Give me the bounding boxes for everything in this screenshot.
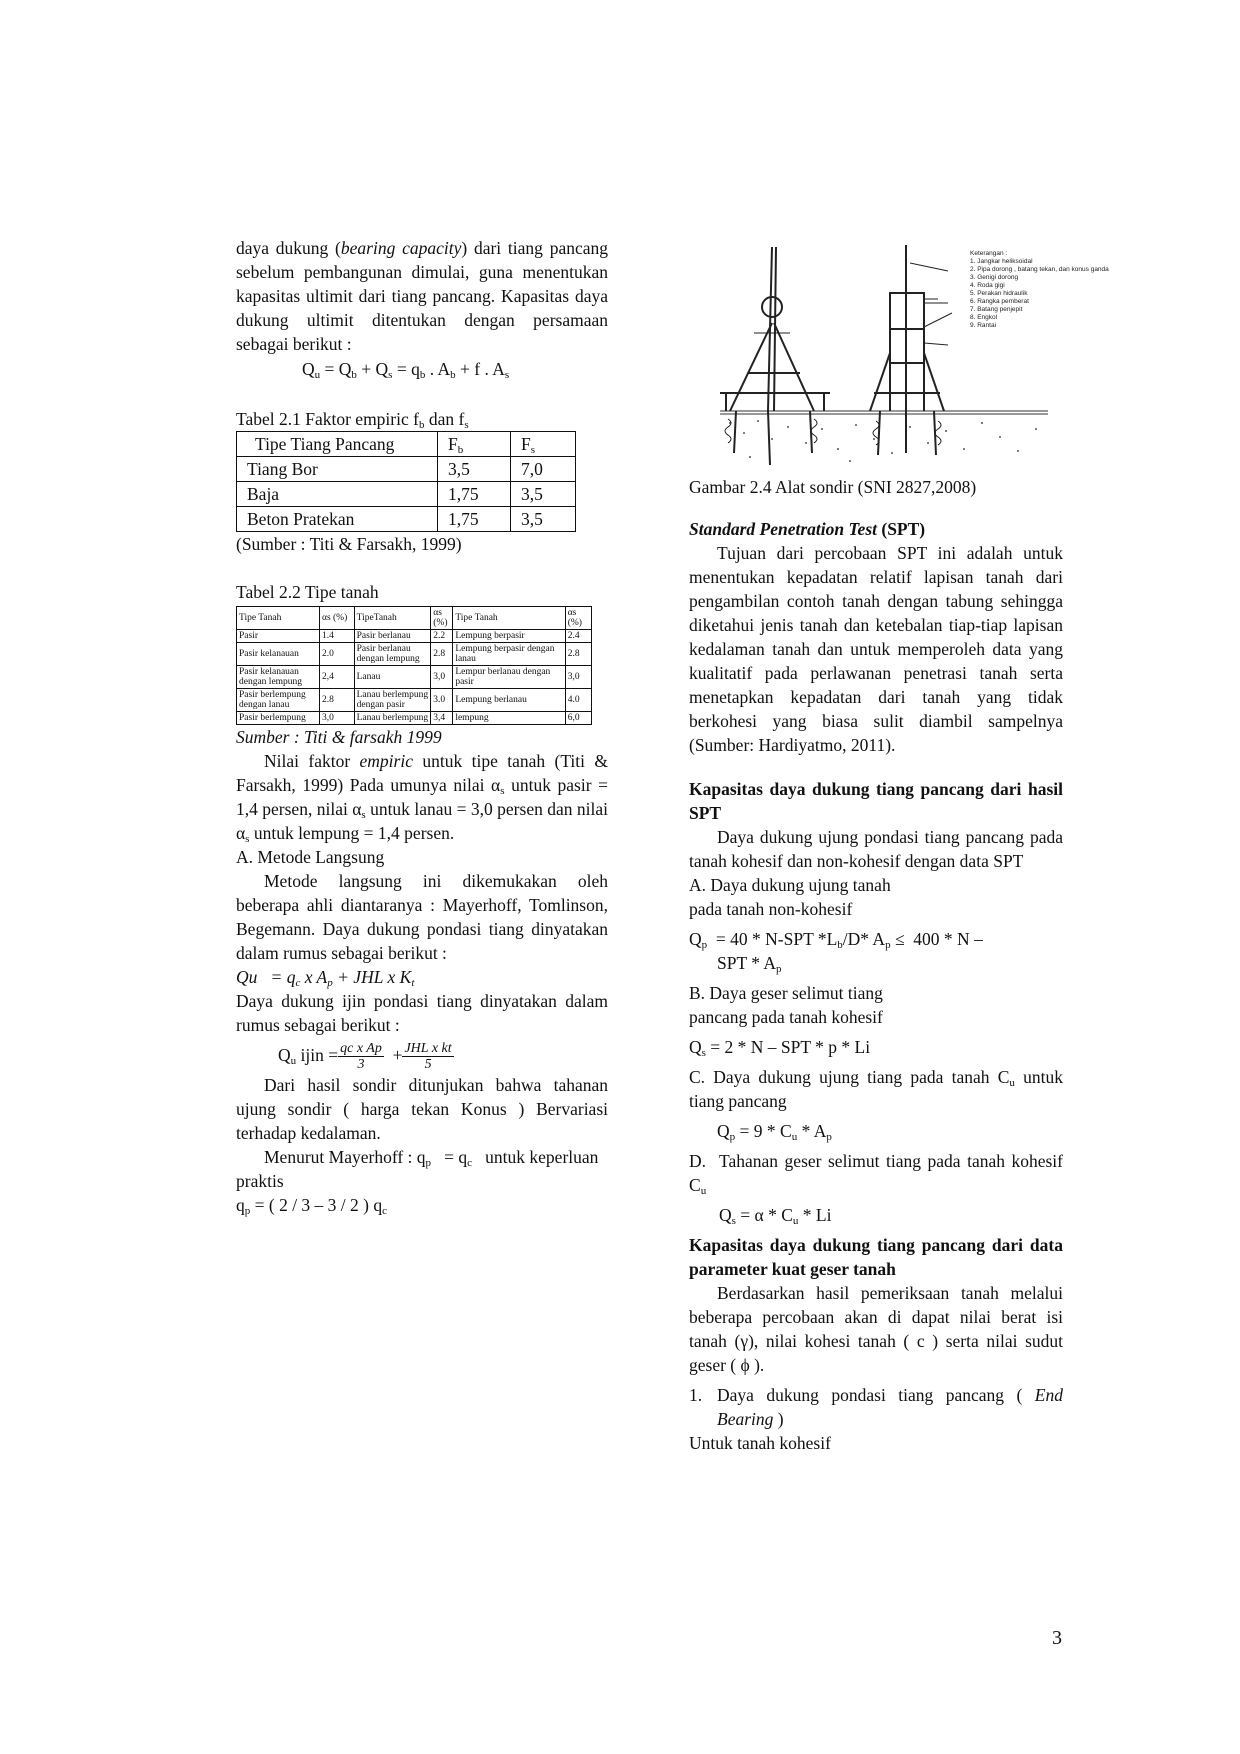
table-header-cell: $F_s$ <box>511 432 576 457</box>
table-row <box>237 630 592 643</box>
table-cell: Tiang Bor <box>237 457 438 482</box>
right-column <box>689 240 1063 1455</box>
table-header-cell: $F_b$ <box>438 432 511 457</box>
table-cell: 2.0 <box>319 643 354 666</box>
equation-qp-spt: $Q_p = 40 * N-SPT$ $*L_b/D*$ $A_p \le 400 * N$ – <box>689 929 983 951</box>
table-cell: Lempung berpasir dengan lanau <box>453 643 565 666</box>
table-cell: Lempung berlanau <box>453 689 565 712</box>
table-row <box>237 712 592 725</box>
table-cell: 3,4 <box>431 712 453 725</box>
table-cell: Lempur berlanau dengan pasir <box>453 666 565 689</box>
intro-paragraph: daya dukung (bearing capacity) dari tiang pancang sebelum pembangunan dimulai, guna menentukan kapasitas ultimit dari tiang pancang. Kapasitas daya dukung ultimit ditentukan dengan persamaan sebagai berikut : <box>236 238 608 354</box>
table-cell: Pasir berlempung <box>237 712 320 725</box>
table-header-row <box>237 432 576 457</box>
table1-caption: Tabel 2.1 Faktor empiric $f_b$ dan $f_s$ <box>236 409 469 431</box>
list-item <box>689 1383 1063 1431</box>
table-cell: Lempung berpasir <box>453 630 565 643</box>
table-cell: Pasir berlempung dengan lanau <box>237 689 320 712</box>
figure-caption: Gambar 2.4 Alat sondir (SNI 2827,2008) <box>689 477 977 497</box>
spt-paragraph: Tujuan dari percobaan SPT ini adalah untuk menentukan kepadatan relatif lapisan tanah dari pengambilan contoh tanah dengan tabung sehingga diketahui jenis tanah dan ketebalan tiap-tiap lapisan kedalaman tanah dan untuk memperoleh data yang kualitatif pada perlawanan penetrasi tanah serta menetapkan kepadatan dari tanah yang tidak berkohesi yang biasa sulit diambil sampelnya (Sumber: Hardiyatmo, 2011). <box>689 543 1063 755</box>
table-cell: 3,5 <box>438 457 511 482</box>
table-cell: 2.8 <box>319 689 354 712</box>
figure-legend-item: 6. Rangka pemberat <box>970 298 1029 305</box>
list-text: Daya dukung pondasi tiang pancang ( End Bearing ) <box>717 1385 1063 1429</box>
item-a-line1: A. Daya dukung ujung tanah <box>689 875 891 895</box>
equation-qp-spt-cont: SPT * $A_p$ <box>717 953 782 975</box>
table-cell: 3.0 <box>431 689 453 712</box>
fraction-qc: $\frac{\text{qc x Ap}}{3}$ <box>340 1041 382 1073</box>
table-cell: 3,0 <box>319 712 354 725</box>
table-header-cell: Tipe Tanah <box>237 607 320 630</box>
table-row <box>237 482 576 507</box>
mayerhoff-paragraph: Menurut Mayerhoff : $q_p = q_c$ untuk keperluan praktis <box>236 1147 599 1191</box>
table-cell: Pasir berlanau dengan lempung <box>354 643 431 666</box>
sondir-paragraph: Dari hasil sondir ditunjukan bahwa tahanan ujung sondir ( harga tekan Konus ) Bervariasi terhadap kedalaman. <box>236 1075 608 1143</box>
table-header-row <box>237 607 592 630</box>
kapasitas-spt-heading: Kapasitas daya dukung tiang pancang dari hasil SPT <box>689 779 1063 823</box>
equation-qs-spt: $Q_s = 2 * N$ – SPT * p * Li <box>689 1037 871 1059</box>
table-cell: 3,0 <box>431 666 453 689</box>
table-cell: 3,0 <box>565 666 591 689</box>
figure-legend-title: Keterangan : <box>970 250 1008 257</box>
ijin-paragraph: Daya dukung ijin pondasi tiang dinyatakan dalam rumus sebagai berikut : <box>236 991 608 1035</box>
item-b-line1: B. Daya geser selimut tiang <box>689 983 883 1003</box>
figure-legend-item: 1. Jangkar heliksoidal <box>970 258 1033 265</box>
figure-legend-item: 4. Roda gigi <box>970 282 1005 289</box>
equation-qp-cu: $Q_p = 9 * C_u * A_p$ <box>717 1121 832 1143</box>
table-header-cell: αs (%) <box>319 607 354 630</box>
table-cell: 1.4 <box>319 630 354 643</box>
item-b-line2: pancang pada tanah kohesif <box>689 1007 883 1027</box>
table1-source: (Sumber : Titi & Farsakh, 1999) <box>236 534 462 554</box>
table-cell: Baja <box>237 482 438 507</box>
table-cell: Pasir berlanau <box>354 630 431 643</box>
kapasitas-spt-paragraph: Daya dukung ujung pondasi tiang pancang pada tanah kohesif dan non-kohesif dengan data SPT <box>689 827 1063 871</box>
table-row <box>237 689 592 712</box>
table-cell: Beton Pratekan <box>237 507 438 532</box>
table-row <box>237 666 592 689</box>
kapasitas-geser-paragraph: Berdasarkan hasil pemeriksaan tanah melalui beberapa percobaan akan di dapat nilai berat isi tanah (γ), nilai kohesi tanah ( c ) serta nilai sudut geser ( ϕ ). <box>689 1283 1063 1375</box>
table-cell: lempung <box>453 712 565 725</box>
metode-langsung-paragraph: Metode langsung ini dikemukakan oleh beberapa ahli diantaranya : Mayerhoff, Tomlinson, Begemann. Daya dukung pondasi tiang dinyatakan dalam rumus sebagai berikut : <box>236 871 608 963</box>
item-d: D. Tahanan geser selimut tiang pada tanah kohesif $C_u$ <box>689 1151 1063 1197</box>
table-cell: 7,0 <box>511 457 576 482</box>
equation-qp: $q_p$ = ( 2 / 3 – 3 / 2 ) $q_c$ <box>236 1195 388 1217</box>
table-cell: 2.2 <box>431 630 453 643</box>
table-header-cell: Tipe Tanah <box>453 607 565 630</box>
table-header-cell: αs (%) <box>565 607 591 630</box>
figure-legend-item: 3. Genigi dorong <box>970 274 1019 281</box>
table-header-cell: Tipe Tiang Pancang <box>237 432 438 457</box>
fraction-jhl: JHL x kt 5 <box>404 1041 452 1073</box>
table-cell: Lanau <box>354 666 431 689</box>
section-heading-metode-langsung: A. Metode Langsung <box>236 847 385 867</box>
table-cell: 6,0 <box>565 712 591 725</box>
table-cell: 2,4 <box>319 666 354 689</box>
kapasitas-geser-heading: Kapasitas daya dukung tiang pancang dari data parameter kuat geser tanah <box>689 1235 1063 1279</box>
last-line: Untuk tanah kohesif <box>689 1433 831 1453</box>
table-row <box>237 507 576 532</box>
spt-heading: Standard Penetration Test (SPT) <box>689 519 926 539</box>
equation-qs-cu: $Q_s = \alpha * C_u * Li$ <box>719 1205 832 1227</box>
table-row <box>237 457 576 482</box>
left-column <box>236 236 608 1217</box>
item-c: C. Daya dukung ujung tiang pada tanah $C_u$ untuk tiang pancang <box>689 1067 1063 1111</box>
table-cell: 1,75 <box>438 507 511 532</box>
table-cell: 3,5 <box>511 507 576 532</box>
table-cell: 1,75 <box>438 482 511 507</box>
table2-caption: Tabel 2.2 Tipe tanah <box>236 582 379 602</box>
table-header-cell: TipeTanah <box>354 607 431 630</box>
figure-legend-item: 5. Perakan hidraulik <box>970 290 1028 297</box>
page-number: 3 <box>1052 1627 1062 1649</box>
table-cell: 2.8 <box>565 643 591 666</box>
equation-qu-langsung: $Qu = q_c$ x $A_p$ + JHL x $K_t$ <box>236 967 415 989</box>
table-cell: 2.8 <box>431 643 453 666</box>
table-cell: Lanau berlempung dengan pasir <box>354 689 431 712</box>
table-row <box>237 643 592 666</box>
table-cell: 2.4 <box>565 630 591 643</box>
item-a-line2: pada tanah non-kohesif <box>689 899 853 919</box>
figure-legend-item: 9. Rantai <box>970 322 997 329</box>
table-cell: Lanau berlempung <box>354 712 431 725</box>
equation-qu: $Q_u = Q_b + Q_s = q_b$ . $A_b + f$ . $A_s$ <box>302 359 510 381</box>
empiric-paragraph: Nilai faktor empiric untuk tipe tanah (Titi & Farsakh, 1999) Pada umunya nilai $\alpha_s$ untuk pasir = 1,4 persen, nilai $\alpha_s$ untuk lanau = 3,0 persen dan nilai $\alpha_s$ untuk lempung = 1,4 persen. <box>236 751 609 845</box>
table-cell: Pasir <box>237 630 320 643</box>
table-header-cell: αs (%) <box>431 607 453 630</box>
figure-legend-item: 8. Engkol <box>970 314 998 321</box>
table-soil-type <box>236 606 592 725</box>
table-cell: Pasir kelanauan <box>237 643 320 666</box>
table-empiric-factor <box>236 431 576 532</box>
equation-qu-ijin: $Q_u$ ijin = $\frac{\text{qc x Ap}}{3}$ + JHL x kt 5 <box>278 1041 452 1073</box>
list-number: 1. <box>689 1385 703 1405</box>
table-cell: Pasir kelanauan dengan lempung <box>237 666 320 689</box>
table-cell: 4.0 <box>565 689 591 712</box>
figure-legend-item: 2. Pipa dorong , batang tekan, dan konus ganda <box>970 266 1109 273</box>
table-cell: 3,5 <box>511 482 576 507</box>
table2-source: Sumber : Titi & farsakh 1999 <box>236 727 442 747</box>
figure-legend-item: 7. Batang penjepit <box>970 306 1023 313</box>
